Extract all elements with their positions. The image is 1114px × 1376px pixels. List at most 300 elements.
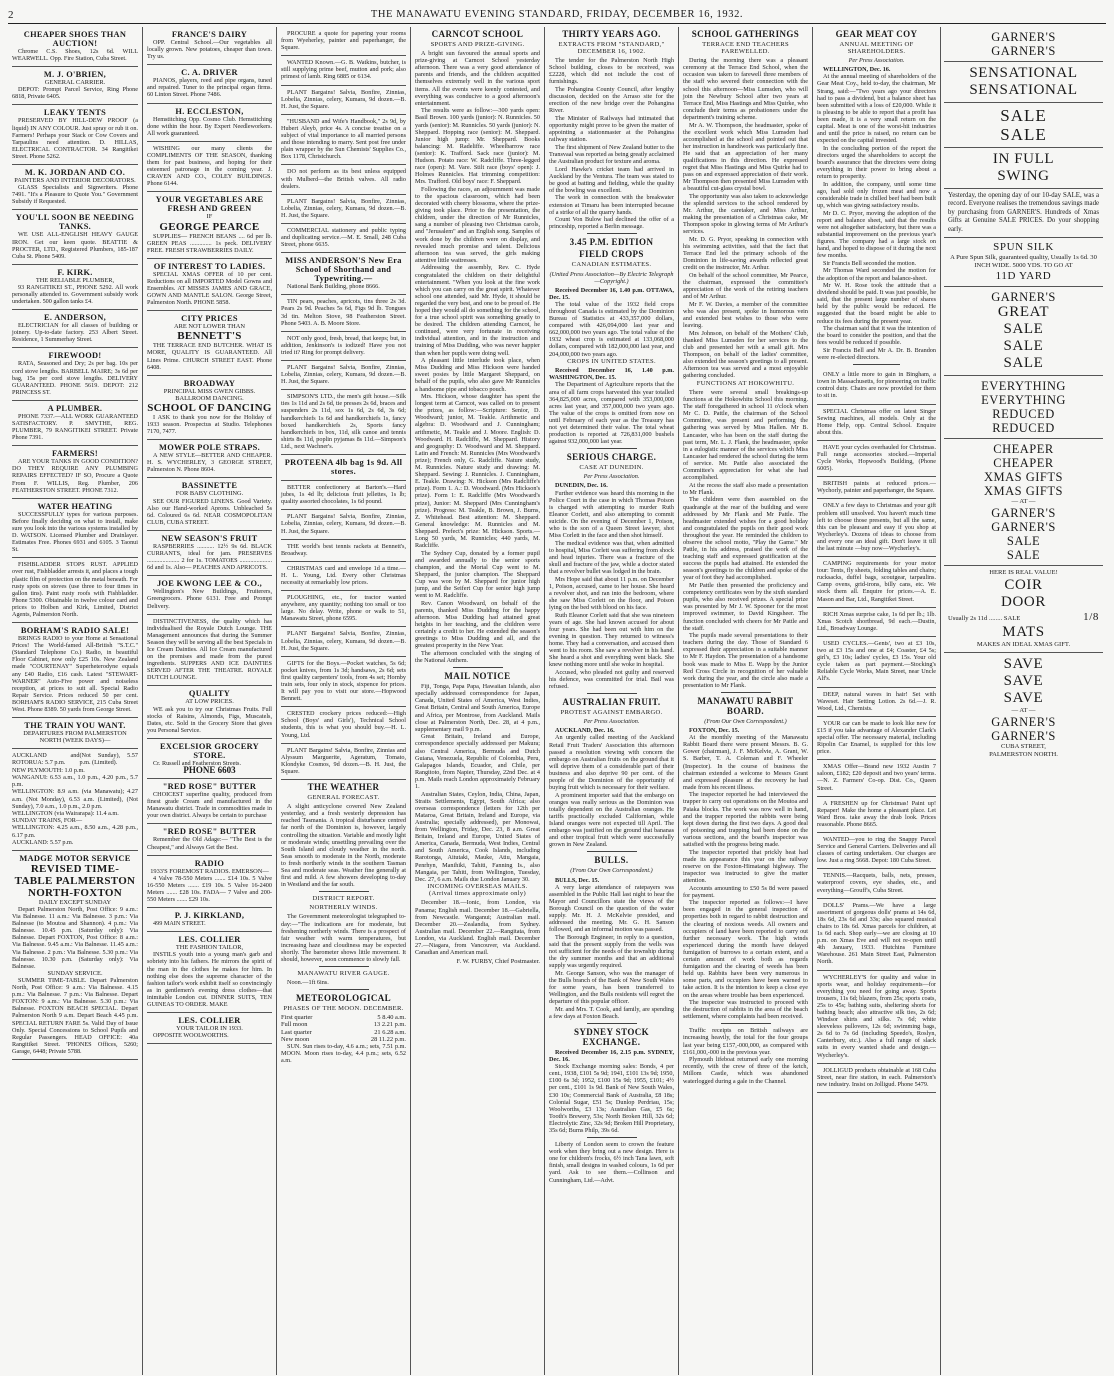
ad-body: INSTILS youth into a young man's garb and sobriety into his fathers. He mirrors the spirit of the man in the clothes he makes for him. In nothing else does the supreme character of the fashion tailor's work exhibit itself so convincingly as in gentlemen's evening dress clothes—that inimitable London cut. DINNER SUITS, TEN GUINEAS TO ORDER. MAKE — [147, 951, 272, 1008]
ad-body: YOUR car can be made to look like new for £15 if you take advantage of Alexander Clark's special offer. The necessary material, including Ripolin Car Enamel, is supplied for this low price. — [817, 719, 936, 756]
ad-body: DEPOT: Prompt Parcel Service, Ring Phone 6818, Private 6405. — [12, 86, 138, 101]
ad-subheading: YOUR TAILOR IN 1933. — [176, 1025, 243, 1033]
classified-ad — [147, 65, 272, 103]
article-paragraph: The total value of the 1932 field crops throughout Canada is estimated by the Dominion Bureau of Statistics at 433,357,000 dollars, compared with 426,094,000 last year and 662,000,000 two years ago. The total value of the 1932 wheat crop is estimated at 133,068,000 dollars, compared with 182,000,000 last year, and 204,000,000 two years ago. — [549, 300, 674, 358]
timetable-row — [12, 788, 138, 810]
article-paragraph: The results were as follow:—300 yards open: Basil Brown. 100 yards (junior): N. Runnicles. 50 yards (senior): M. Runnicles. 50 yards (junior): N. Sheppard. Hopping race (senior): M. Sheppard. Junior high jump: Mr. Sheppard. Books balancing: M. Radeliffe. Wheelbarrow race (senior): K. Trafford. Sack race (junior): M. Hudson. Potato race: W. Radcliffe. Three-legged race (open): M. Vare. Stilt race (boys' open): J. Holmes Runnicles. Hat trimming competition: Mrs. Trafford. Old boys' race: F. Sheppard. — [415, 107, 540, 186]
at-label: — AT — — [1011, 707, 1036, 715]
ad-heading: PROTEENA 4lb bag 1s 9d. All stores. — [284, 458, 403, 477]
ad-heading: BENNETT'S — [177, 330, 242, 343]
classified-ad — [281, 744, 406, 780]
sensational-heading: SENSATIONAL — [969, 65, 1078, 81]
ad-subheading: DEPARTURES FROM PALMERSTON NORTH (WEEK DAYS)— — [23, 730, 127, 745]
article-paragraph: Mr Pattle then presented the proficiency and competency certificates won by the sixth standard pupils, who also received prizes. A special prize was presented by Mr J. W. Spooner for the most improved swimmer, to David Kingsheer. The function concluded with cheers for Mr Pattle and the staff. — [683, 582, 808, 632]
ad-heading: P. J. KIRKLAND, — [174, 911, 245, 921]
article-paragraph: The pupils made several presentations to their teachers during the day. Those of Standard 6 expressed their appreciation in a suitable manner to Mr F. Haydon. The presentation of a handsome book was made to Miss E. Wapp by the Junior Red Cross Circle in recognition of her valuable work during the year, and the circle also made a presentation to Mr Flank. — [683, 632, 808, 689]
everything-heading: EVERYTHING — [981, 379, 1066, 394]
article-paragraph: The children were then assembled on the quadrangle at the rear of the building and were addressed by Mr Flank and Mr Pattle. The headmaster extended wishes for a good holiday and congratulated the pupils on their good work throughout the year. He reminded the children to observe the school motto, "Play the Game." Mr Pattle, in his address, praised the work of the teaching staff and expressed gratification at the success the pupils had attained. He extended the season's greetings to the children and spoke of the year of foot they had accomplished. — [683, 496, 808, 582]
classified-ad — [147, 104, 272, 142]
ad-body: PLANT Bargains! Salvia, Bonfire, Zinnias, Lobelia, Zinnias, celery, Kumara, 9d dozen.—B. H. Just, the Square. — [281, 197, 406, 219]
ad-heading: LES. COLLIER — [178, 1016, 241, 1026]
ad-phone: PHONE 6603 — [183, 765, 236, 775]
article-paragraph: The Pohangina County Council, after lengthy discussion, decided on the Arraso site for the erection of the new bridge over the Pohangina River. — [549, 86, 674, 115]
ad-body: SEE OUR FIGURED LINENS. Good Variety. Also our Hand-worked Aprons. Unbleached 5s 6d. Coloured 6s 6d. NEAR COSMOPOLITAN CLUB, CUBA STREET. — [147, 497, 272, 526]
article-paragraph: Mrs Johnson, on behalf of the Mothers' Club, thanked Miss Lumsden for her services to the club and presented her with a small gift. Mrs Thompson, on behalf of the ladies' committee, also extended the season's greetings to all present. Afternoon tea was served and a most enjoyable gathering concluded. — [683, 329, 808, 380]
timetable-entry: AUCKLAND and ROTORUA: 5.7 p.m. — [12, 752, 80, 767]
ad-body: ELECTRICIAN for all classes of building or joinery. Up-to-date factory. 253 Albert Street. Residence, 1 Summerhay Street. — [12, 322, 138, 344]
ad-subheading: SUNDAY SERVICE. — [47, 969, 103, 977]
garners-name: GARNER'S — [991, 506, 1056, 521]
ad-body: Depart Palmerston North, Post Office: 9 a.m.: Via Balnesse. 11 a.m.: Via Balnesse. 3 p.m.: Via Balnesse (to Moutoa and Shannon). 4 p.m.: Via Balnesse. 10.45 p.m. (Saturday only): Via Balnesse. Depart FOXTON, Post Office: 8 a.m.: Via Balnesse. 9.45 a.m.: Via Balnesse. 11.45 a.m.: Via Balnesse. 2 p.m.: Via Balnesse. 5.30 p.m.: Via Balnesse. 10.30 p.m. (Saturday only): Via Balnesse. — [12, 906, 138, 970]
article-paragraph: Mrs. Hickson, whose daughter has spent the longest term at Carncot, was called on to present the prizes, as follow:—Scripture: Senior, D. Woodward; junior, M. Teakle. Arithmetic and algebra: D. Woodward and J. Cunningham; arithmetic, M. Teakle and J. Moore. English: D. Woodward. H. Radcliffe, M. Sheppard. History and geography: D. Woodward and M. Sheppard. Latin and French: M. Runnicles (Mrs Woodward's prize); French only, G. Radcliffe. Nature study, M. Runnicles. Nature study and drawing: M. Sheppard. Sewing: J. Runnicles. J. Cunningham, E. Teakle. Drawing: N. Hickson (Mrs Radcliffe's prize). Form 1. A.: D. Woodward. (Mrs Hickson's prize). Form 1: E. Radcliffe (Mrs Woodward's prize), Junior: M. Sheppard (Mrs Cunningham's prize). Progress: M. Teakle, B. Brown, J. Burns, Z. Whitehead. Best attention: M. Sheppard. General knowledge: M. Runnicles and M. Sheppard. Prefect's prize: M. Hickson. Sports.—Long 50 yards, M. Runnicles; 440 yards, M. Radcliffe. — [415, 393, 540, 550]
ad-body: WYCHERLEY'S for quality and value in sports wear, and holiday requirements—for everything you need for going away. Sports trousers, 11s 6d; blazers, from 25s; sports coats, 25s to 45s; bathing suits, sheltering shorts for bathing beach; also attractive silk ties, 2s 6d; Windsor shirts and silks. 7s 6d; white sleeveless pullovers, 12s 6d; swimming bags, 2s 6d to 7s 6d (including Speedo's, Roslyn, Canterbury, etc.). Also a full range of slack suits in every wanted shade and design.—Wycherley's. — [817, 973, 936, 1059]
ad-heading: FARMERS! — [52, 449, 98, 459]
ad-body: SPECIAL Christmas offer on latest Singer Sewing machines, all models. Only at the Home Help, opp. Central School. Enquire about this. — [817, 407, 936, 436]
ad-heading: YOU'LL SOON BE NEEDING TANKS. — [15, 213, 135, 232]
ad-body: A FRESHEN up for Christmas! Paint up! Repaper! Make the home a pleasant place. Let Ward Bros. take away the drab look. Prices reasonable. Phone 8665. — [817, 799, 936, 828]
timetable-row — [12, 752, 138, 766]
mail-notice-headline: MAIL NOTICE — [444, 671, 511, 682]
great-heading: GREAT — [997, 304, 1050, 321]
ad-body: PLANT Bargains! Salvia, Bonfire, Zinnias, Lobelia, Zinnias, celery, Kumara, 9d dozen.—B. H. Just, the Square. — [281, 364, 406, 386]
article-paragraph: Stock Exchange morning sales: Bonds, 4 per cent., 1938, £101 5s 9d; 1941, £101 13s 9d; 1950, £100 6s 3d; 1952, £100 15s 9d; 1955, £101; 4½ per cent., £101 1s 9d. Bank of New South Wales, £30 10s; Commercial Bank of Australia, £8 18s; Colonial Sugar, £51 5s; Dunlop Perdriau, 15s; Woolworths, £3 13s; Australian Gas, £5 6s; Tooth's Brewery, 53s; North Broken Hill, 32s 6d; Electrolytic Zinc, 32s 9d; Broken Hill Proprietary, 35s 6d; Burns Philp, 39s 6d. — [549, 1063, 674, 1134]
article-paragraph: Mr A. W. Thompson, the headmaster, spoke of the excellent work which Miss Lumsden had accomplished at the school and pointed out that her instruction in handiwork was particularly fine. He said that an appreciation of her many qualifications in this direction. He expressed regret that Miss Hastings and Miss Quirke had to pass on and expressed appreciation of their work. Mr Thompson then presented Miss Lumsden with a beautiful cut-glass crystal bowl. — [683, 121, 808, 193]
column-2-classified — [143, 27, 277, 1375]
ad-subheading: THE RELIABLE PLUMBER, — [35, 276, 115, 284]
article-paragraph: On behalf of the school committee, Mr Pearce, the chairman, expressed the committee's appreciation of the work of the retiring teachers and of Mr Arthur. — [683, 272, 808, 301]
moon-phase-time: 28 11.22 p.m. — [370, 1035, 406, 1043]
ad-heading: LEAKY TENTS — [43, 108, 107, 118]
article-paragraph: Sir Francis Bell and Mr A. Dr. B. Brandon were re-elected directors. — [817, 346, 936, 362]
spun-silk-price: 11D YARD — [995, 270, 1052, 283]
classified-ad — [817, 869, 936, 898]
ad-subheading: 1933'S FOREMOST RADIOS. EMERSON— — [150, 867, 269, 875]
ad-body: TIN pears, peaches, apricots, tins three 2s 3d. Pears 2s 9d. Peaches 5s 6d, Figs 9d lb. Tongues 3d tin. Melton Stove, 98 Featherston Street. Phone 5403. A. B. Moore Store. — [281, 298, 406, 327]
ad-heading: QUALITY — [188, 689, 231, 699]
river-gauge-body: Noon.—1ft 6ins. — [287, 979, 329, 987]
garners-name: GARNER'S — [991, 30, 1056, 44]
ad-heading: BROADWAY — [183, 378, 236, 388]
article-paragraph: The Borough Engineer, in reply to a question, said that the present supply from the wells was not sufficient for the needs of the township during the dry summer months and that an additional supply was urgently required. — [549, 933, 674, 970]
moon-phase-time: 13 2.21 p.m. — [373, 1021, 406, 1029]
ad-body: SUCCESSFULLY types for various purposes. Before finally deciding on what to install, make sure you look into the various systems installed by D. WATSON. Licensed Plumber and Drainlayer. Estimates Free. Phones 6931 and 6105. 3 Taonui St. — [12, 510, 138, 554]
district-report-head: DISTRICT REPORT. — [312, 895, 375, 903]
ad-heading: SCHOOL OF DANCING — [147, 401, 272, 414]
classified-ad — [817, 557, 936, 608]
carncot-headline: CARNCOT SCHOOL — [431, 29, 524, 39]
moon-phase-time: 21 6.28 a.m. — [374, 1028, 406, 1036]
ad-body: BETTER confectionery at Barton's.—Hard jubes, 1s 4d lb; delicious fruit jellettes, 1s lb; quality assorted chocolates, 1s 6d pound. — [281, 484, 406, 506]
ad-heading: "RED ROSE" BUTTER — [162, 827, 257, 837]
classified-ad — [817, 405, 936, 441]
classified-ad — [147, 576, 272, 614]
article-paragraph: A pleasant little interlude took place, when Miss Dudding and Miss Hickson were handed sweet posies by little Margaret Sheppard, on behalf of the pupils, who also gave Mr Runnicles a handsome pipe and tobacco pouch. — [415, 357, 540, 393]
article-headline: THIRTY YEARS AGO. — [562, 29, 661, 39]
timetable-entry: AUCKLAND: 5.57 p.m. — [12, 838, 74, 846]
advertorial: Liberty of London seem to crown the feature work when they bring out a new design. Here is one for children's frocks, 6½ inch Tana lawn, soft finish, small designs in washed colours, 1s 6d per yard. Ask to see them.—Collinson and Cunningham, Ltd.—Advt. — [549, 1141, 674, 1184]
classified-ad — [147, 932, 272, 1013]
ad-body: RICH Xmas surprise cake, 1s 6d per lb.; 1lb. Xmas Scotch shortbread, 9d each.—Dustin, Ltd., Broadway Lounge. — [817, 610, 936, 632]
article-paragraph: The afternoon concluded with the singing of the National Anthem. — [415, 649, 540, 665]
ad-body: DEEP, natural waves in hair! Set with Waveset. Hair Setting Lotion. 2s 6d.—J. R. Wood, Ltd., Chemists. — [817, 690, 936, 712]
ad-heading: GEORGE PEARCE — [159, 220, 260, 233]
article-paragraph: Lord Hawke's cricket team had arrived in Auckland by the Ventura. The team was stated to be good at batting and fielding, while the quality of the bowling was excellent. — [549, 165, 674, 194]
classified-ad — [281, 540, 406, 562]
ad-body: ONLY a few days to Christmas and your gift problem still unsolved. You haven't much time left to choose those presents, but all the same, this can be pleasant and easy if you shop at Wycherley's. Dozens of ideas to choose from and every one an ideal gift. Don't leave it till the last minute —buy now—Wycherley's. — [817, 502, 936, 552]
ad-subheading: PAINTERS AND INTERIOR DECORATORS. — [14, 177, 136, 185]
article-paragraph: At the recess the staff also made a presentation to Mr Flank. — [683, 481, 808, 496]
article-paragraph: Accounts amounting to £50 5s 8d were passed for payment. — [683, 884, 808, 899]
ad-body: NOT only good, fresh, bread, that keeps; but, in addition, Jenkinson's is iodized! Have you not tried it? Ring for prompt delivery. — [281, 334, 406, 356]
ad-body: RASPBERRIES ........... 12½ 9s 6d. BLACK CURRANTS, ideal for jam. PRESERVES ..................... 2 for 1s. TOMATOES ..................... 6d and 1s. Also— PEACHES AND APRICOTS. — [147, 542, 272, 572]
article-paragraph: The work in connection with the breakwater extension at Timaru has been interrupted because of a strike of all the quarry hands. — [549, 194, 674, 216]
real-value-label: HERE IS REAL VALUE! — [989, 569, 1058, 577]
article-headline: SCHOOL GATHERINGS — [691, 29, 800, 39]
ad-body: 499 MAIN STREET. — [153, 920, 206, 928]
article-paragraph: At the monthly meeting of the Manawatu Rabbit Board there were present Messrs. B. G. Gower (chairman), J. F. McKelvie, A. Grant, W. S. Barber, T. A. Coleman and F. Wheeler (Inspector). In the course of business the chairman extended a welcome to Messrs Grant and expressed pleasure at the recovery he had made from his recent illness. — [683, 734, 808, 791]
ad-subheading: AT LOW PRICES. — [185, 698, 234, 706]
classified-ad — [147, 259, 272, 311]
article-paragraph: During the morning there was a pleasant ceremony at the Terrace End School, when the occasion was taken to farewell three members of the staff who severed their connection with the school this afternoon—Miss Lumsden, who will join the Newbury School after two years at Terrace End, Miss Hastings and Miss Quirke, who conclude their terms as probationers under the department's training scheme. — [683, 57, 808, 121]
classified-ad — [817, 1064, 936, 1093]
article-byline: (From Our Own Correspondent.) — [570, 867, 653, 875]
article-paragraph: There were several small breakings-up functions at the Hokowhitu School this morning. The staff foregathered in school 11 o'clock when Mr C. D. Pattle, the chairman of the School Committee, was present and performing the gathering was served by Miss Hallen. Mr B. Lancaster, who has been on the staff during the past term, Mr. L. J. Flank, the headmaster, spoke in a eulogistic manner of the services which Miss Lancaster had rendered the school during the term of service. Mr. Pattle also associated the Committee's appreciation for what she had accomplished. — [683, 389, 808, 482]
classified-ad — [12, 446, 138, 498]
column-6-articles — [679, 27, 813, 1375]
article-paragraph: The Sydney Cup, donated by a former pupil and awarded annually to the senior sports champion, and the Mortal Cup went to M. Sheppard, the junior champion. The Sheppard Cup was won by M. Sheppard for junior high jump, and the Seifert Cup for senior high jump went to M. Radcliffe. — [415, 549, 540, 600]
ad-body: WE USE ALL-ENGLISH HEAVY GAUGE IRON. Get our keen quote. BEATTIE & PROCTER, LTD., Registered Plumbers, 185-187 Cuba St. Phone 5409. — [12, 231, 138, 260]
article-paragraph: The first shipment of New Zealand butter to the Transvaal was reported as being greatly acclaimed the Australian product for texture and aroma. — [549, 143, 674, 165]
ad-body: Remember the Old Adage:— "The Best is the Cheapest," and Always Get the Best. — [147, 836, 272, 851]
ad-body: OPP. Central School.—Our vegetables all locally grown. New potatoes, cheaper than town. Try us. — [147, 39, 272, 61]
classified-ad — [817, 477, 936, 499]
article-dateline: AUCKLAND, Dec. 16. — [555, 727, 615, 735]
classified-ad — [12, 558, 138, 623]
ad-body: WANTED Known.—G. B. Watkins, butcher, is still supplying prime beef, mutton and pork; also primest of lamb. Ring 6885 or 6134. — [281, 59, 406, 81]
classified-ad — [147, 376, 272, 440]
classified-ad — [817, 833, 936, 869]
timetable-row — [12, 839, 138, 846]
ad-body: National Bank Building, phone 8666. — [287, 283, 380, 291]
ad-body: DISTINCTIVENESS, the quality which has individualised the Royale Dutch Lounge. THE Management announces that during the Summer Season they will be serving all the best Specials in Ice Cream Dainties. All Ice Cream manufactured on the premises and made from the purest ingredients. SUPPERS AND ICE DAINTIES SERVED AFTER THE THEATRE. ROYALE DUTCH LOUNGE. — [147, 617, 272, 682]
store-town: PALMERSTON NORTH. — [989, 751, 1058, 759]
article-headline: AUSTRALIAN FRUIT. — [562, 697, 661, 708]
mail-notice-paragraph: Australian States, Ceylon, India, China, Japan, Straits Settlements, Egypt, South Africa; also overseas correspondence (letters for 12th per Mataroa, Great Britain, Ireland and Europe, via Australia; specially addressed), per Monowai, from Wellington, Friday, Dec. 23, 8 a.m. Great Britain, Ireland and Europe, United States of America, Canada, Bermuda, West Indies, Central and South America, Cook Islands, including Rarotonga, Aitutaki, Mauke, Atiu, Mangaia, Penrhyn, Manihiki, Tahiti, Fanning Is., also Mangaia, per Tahiti, from Wellington, Tuesday, Dec. 27, 6 a.m. Mails due London January 30. — [415, 790, 540, 883]
article-paragraph: Sir Francis Bell seconded the motion. — [823, 259, 917, 267]
article-subhead: PROTEST AGAINST EMBARGO. — [560, 709, 663, 717]
ad-body: "HUSBAND and Wife's Handbook," 2s 9d, by Hubert Aleyb, price 4s. A concise treatise on a subject of vital importance to all married persons and those intending to marry. Sent post free under plain wrapper by the Sun Chemists' Supplies Co., Box 1178, Christchurch. — [281, 117, 406, 161]
meteorological-head: METEOROLOGICAL — [295, 993, 392, 1004]
article-paragraph: At the annual meeting of shareholders of the Gear Meat Coy., held to-day, the chairman, Mr Strang, said:—"Two years ago your directors had to pass a dividend, but a balance sheet has been submitted with a loss of £20,000. While it is pleasing to be able to report that a profit has been made, it is a very small return on the capital. Meat is one of the worst-hit industries and until the price is raised, no return can be expected on the capital invested. — [817, 73, 936, 145]
timetable-entry: WANGANUI: 6.53 a.m., 1.0 p.m., 4.20 p.m., 5.7 p.m. — [12, 773, 138, 789]
ad-heading: MISS ANDERSON'S New Era School of Shorthand and Typewriting.— — [285, 256, 402, 284]
river-gauge-head: MANAWATU RIVER GAUGE. — [297, 970, 390, 978]
ad-heading: LES. COLLIER — [178, 935, 241, 945]
sale-heading: SALE — [1000, 125, 1047, 144]
ad-body: HAVE your cycles overhauled for Christmas. Full range accessories stocked.—Imperial Cycle Works, Hopwood's Building, (Phone 6005). — [817, 443, 936, 473]
classified-ad — [147, 1013, 272, 1044]
timetable-row — [12, 810, 138, 817]
article-paragraph: Mr F. W. Davies, a member of the committee who was also present, spoke in humorous vein and extended best wishes to those who were leaving. — [683, 300, 808, 330]
ad-body: DOLLS' Prams.—We have a large assortment of gorgeous dolls' prams at 14s 6d, 18s 6d, 23s 6d and 33s; also squared musical chairs to 18s 6d. Xmas parcels for children, at 1s 6d each. Shop early—we are closing at 10 p.m. on Xmas Eve and will not re-open until 4th January, 1933. Hutchins Furniture Warehouse. 261 Main Street East, Palmerston North. — [817, 901, 936, 966]
classified-ad — [817, 717, 936, 760]
spun-silk-description: A Pure Spun Silk, guaranteed quality, Usually 1s 6d. 30 INCH WIDE. 5000 YDS. TO GO AT — [950, 254, 1097, 270]
article-headline: SYDNEY STOCK EXCHANGE. — [573, 1026, 650, 1047]
classified-ad — [12, 348, 138, 400]
ad-heading: CITY PRICES — [181, 314, 238, 324]
article-dateline: WELLINGTON, Dec. 16. — [823, 66, 891, 74]
sun-moon-times: SUN. Sun rises to-day, 4.6 a.m.; sets, 7.51 p.m. MOON. Moon rises to-day, 4.4 p.m.; sets, 6.52 a.m. — [281, 1042, 406, 1064]
article-paragraph: Mr D. C. Pryor, moving the adoption of the report and balance sheet, said that the results were not altogether satisfactory, but there was a substantial improvement on the previous year's figures. The company had a large stock on hand, and hoped to dispose of it during the next few months. — [817, 209, 936, 260]
article-subhead: ANNUAL MEETING OF SHAREHOLDERS. — [839, 41, 914, 56]
store-street: CUBA STREET, — [1001, 743, 1046, 751]
ad-body: CRESTED crockery prices reduced:—High School (Boys' and Girls'), Technical School students, this is what you should buy.—H. L. Young, Ltd. — [281, 710, 406, 739]
ad-subheading: DAILY EXCEPT SUNDAY — [38, 898, 112, 906]
classified-ad — [281, 707, 406, 743]
column-4-articles — [411, 27, 545, 1375]
article-paragraph: In addition, the company, until some time ago, had sold only frozen meat and now a considerable trade in chilled beef had been built up, which was giving satisfactory results. — [817, 180, 936, 210]
article-paragraph: Accused, who pleaded not guilty and reserved his defence, was committed for trial. Bail was refused. — [549, 668, 674, 691]
page-number: 2 — [8, 8, 15, 21]
moon-phase-name: Last quarter — [281, 1028, 312, 1036]
ideal-gift-label: MAKES AN IDEAL XMAS GIFT. — [976, 641, 1071, 649]
garners-name: GARNER'S — [991, 290, 1056, 305]
ad-body: COMMERCIAL stationery and public typing and duplicating service.—M. E. Small, 248 Cuba Street, phone 6635. — [281, 226, 406, 249]
garners-sale-advert — [941, 27, 1106, 1375]
classified-ad — [281, 627, 406, 656]
reduced-heading: REDUCED — [992, 421, 1055, 436]
ad-body: PLANT Bargains! Salvia, Bonfire, Zinnias, Lobelia, Zinnias, celery, Kumara, 9d dozen.—B. H. Just, the Square. — [281, 513, 406, 535]
ad-heading: THE TRAIN YOU WANT. — [24, 721, 126, 731]
ad-subheading: ARE NOT LOWER THAN — [174, 323, 245, 331]
weather-subhead: GENERAL FORECAST. — [307, 794, 380, 802]
ad-body: FISHBLADDER STOPS RUST. APPLIED over rust, Fishbladder arrests it, and places a tough plastic film of protection on the metal beneath. For rusty spots on stoves (use three to four times in gallon tins). Paint rusty roofs with Fishbladder. Phone 5300. Obtainable in twelve colour card and prices to Holben and Kirk, Limited, District Agents, Palmerston North. — [12, 561, 138, 618]
ad-heading: YOUR VEGETABLES ARE FRESH AND GREEN — [155, 195, 264, 214]
classified-ad — [147, 192, 272, 258]
in-full-heading: IN FULL — [992, 151, 1055, 167]
ad-body: I ASK to thank you now for the Holiday of 1933 season. Prospectus at Studio. Telephones 7170, 7477. — [147, 413, 272, 436]
save-heading: SAVE — [1003, 690, 1044, 707]
classified-ad — [12, 499, 138, 559]
ad-body: JOLLIGUD products obtainable at 168 Cuba Street, near fire station, in each. Palmerston's new industry. Insist on Jolligud. Phone 5479. — [817, 1066, 936, 1088]
classified-ad — [12, 210, 138, 264]
article-paragraph: The Department of Agriculture reports that the area of all farm crops harvested this year totalled 364,825,000 acres, compared with 353,000,000 acres last year, and 357,000,000 two years ago. The value of the crops is omitted from now on until February of each year as the Treasury has not yet determined their value. The total wheat production is reported at 726,831,000 bushels against 932,000,000 last year. — [549, 381, 674, 446]
ad-body: Wellington's New Buildings, Fruiterers, Greengrocers. Phone 6131. Free and Prompt Delivery. — [147, 588, 272, 610]
classified-ad — [147, 440, 272, 478]
ad-heading: M. J. O'BRIEN, — [43, 70, 107, 80]
ad-body: PIANOS, players, reed and pipe organs, tuned and repaired. Tuner to the principal organ firms. 60 Linton Street. Phone 7486. — [147, 77, 272, 99]
timetable-entry: WELLINGTON: 8.9 a.m. (via Manawatu); 4.27 a.m. (Not Monday), 6.53 a.m. (Limited), (Not Sunday), 7.0 a.m., 1.0 p.m., 2.0 p.m. — [12, 788, 138, 810]
ad-body: DO not perform as its best unless equipped with Mulberd—the British valves. All radio dealers. — [281, 168, 406, 190]
ad-body: CHRISTMAS card and envelope 1d a time.—H. L. Young, Ltd. Every other Christmas necessity at remarkably low prices. — [281, 564, 406, 586]
ad-body: GIFTS for the Boys.—Pocket watches, 5s 6d; pocket knives, from 1s 3d; handsaws, 2s 6d; sets first quality carpenters' tools, from 4s set; Hornby train sets, four only in stock, sixpence for prices. It will pay you to visit our store.—Hopwood Bennett. — [281, 659, 406, 703]
ad-body: Cr. Russell and Featherston Streets. — [153, 759, 241, 767]
sale-heading: SALE — [1006, 548, 1041, 563]
column-1-classified — [8, 27, 143, 1375]
ad-body: A NEW STYLE—BETTER AND CHEAPER. H. S. WYCHERLEY, 3 GEORGE STREET, Palmerston N. Phone 8604. — [147, 452, 272, 474]
classified-ad — [281, 224, 406, 253]
classified-ad — [147, 615, 272, 687]
article-paragraph: Mr Thomas Ward seconded the motion for the adoption of the report and balance-sheet. — [817, 267, 936, 282]
article-byline: Per Press Association. — [583, 718, 640, 726]
timetable-row — [12, 767, 138, 774]
weather-headline: THE WEATHER — [307, 782, 380, 793]
classified-ad — [817, 899, 936, 971]
article-paragraph: The inspector was instructed to proceed with the destruction of rabbits in the area of the beach settlement, where complaints had been received. — [683, 999, 808, 1021]
moon-phase-time: 5 8.40 a.m. — [377, 1014, 406, 1022]
column-7-articles — [813, 27, 941, 1375]
district-report-body: The Government meteorologist telegraphed to-day:—"The indications are for moderate, but freshening northerly winds. There is a prospect of fair weather with warm temperatures, but increasing haze and cloudiness may be expected shortly. The barometer shows little movement. It should, however, soon commence to slowly fall. — [281, 913, 406, 963]
ad-body: BRITISH paints at reduced prices.—Wychorly, painter and paperhanger, the Square. — [817, 480, 936, 495]
district-report-sub: NORTHERLY WINDS. — [309, 904, 378, 912]
cheaper-heading: CHEAPER — [993, 442, 1054, 457]
article-headline: BULLS. — [594, 855, 629, 866]
ad-body: TENNIS.—Racquets, balls, nets, presses, waterproof covers, eye shades, etc., and everything—Grouff's, Cuba Street. — [817, 872, 936, 894]
classified-ad — [12, 165, 138, 210]
ad-heading: REVISED TIME-TABLE PALMERSTON NORTH-FOXTON — [14, 862, 136, 899]
classified-ad — [817, 499, 936, 557]
ad-heading: MADGE MOTOR SERVICE — [19, 853, 131, 863]
article-headline: MANAWATU RABBIT BOARD. — [697, 695, 794, 716]
classified-ad — [281, 56, 406, 85]
ad-body: PLANT Bargains! Salvia, Bonfire, Zinnias, Lobelia, Zinnias, celery, Kumara, 9d dozen.—B. H. Just, the Square. — [281, 630, 406, 652]
timetable-entry: NEW PLYMOUTH: 1.0 p.m. — [12, 766, 85, 774]
incoming-mails-body: December 18.—Ionic, from London, via Panama; English mail. December 18.—Gabriella, from Newcastle. Wanganui; Australian mail. December 20.—Zealandia, from Sydney. Australian mail. December 22.—Rangitata, from London, via Auckland. English mail. December 27.—Niagara, from Vancouver, via Auckland. Canadian and American mail. — [415, 899, 540, 957]
mail-notice-paragraph: Fiji, Tonga, Papa Papa, Hawaiian Islands, also specially addressed correspondence for Japan, Canada, United States of America, West Indies, Great Britain, Central and South America, Europe and Africa, per Montrose, from Auckland. Mails close at Palmerston North, Dec. 28, at 4 p.m., supplementary mail 9 p.m. — [415, 683, 540, 733]
mats-usual-price: Usually 2s 11d ........ SALE — [948, 615, 1021, 623]
save-heading: SAVE — [1003, 673, 1044, 690]
sale-heading: SALE — [1003, 321, 1044, 338]
ad-body: SUPPLIES— FRENCH BEANS .... 6d per lb. GREEN PEAS .............. 1s peck. DELIVERY FREE. FRESH STRAWBERRIES DAILY. — [147, 232, 272, 254]
classified-ad — [281, 562, 406, 591]
ad-subheading: IF — [206, 213, 213, 221]
article-headline: GEAR MEAT COY — [835, 29, 918, 39]
classified-ad — [147, 478, 272, 530]
garners-name: GARNER'S — [991, 44, 1056, 58]
ad-heading: "RED ROSE" BUTTER — [162, 782, 257, 792]
ad-body: 4 Valve 78-550 Meters ....... £14 10s. 5 Valve 16-550 Meters ....... £19 10s. 5 Valve 16-2400 Meters ....... £28 10s. FADA— 7 Valve and 200-550 Meters ....... £29 10s. — [147, 874, 272, 904]
ad-heading: EXCELSIOR GROCERY STORE. — [159, 741, 260, 760]
article-headline: SERIOUS CHARGE. — [566, 452, 657, 463]
carncot-subhead: SPORTS AND PRIZE-GIVING. — [430, 41, 525, 48]
classified-ad — [147, 142, 272, 193]
article-paragraph: Mrs Hope said that about 11 p.m. on December 1, Poison, accused, came to her house. She heard a revolver shot, and ran into the bedroom, where she saw Miss Corlett on the floor, and Poison lying on the bed with blood on his face. — [549, 575, 674, 612]
ad-body: PROCURE a quote for papering your rooms from Wyeherley, painter and paperhanger, the Square. — [281, 30, 406, 52]
classified-ad — [281, 332, 406, 361]
article-paragraph: An urgently called meeting of the Auckland Retail Fruit Traders' Association this afternoon passed a resolution viewing with concern the embargo on Australian fruits on the ground that it will deprive them of a considerable part of their business and also deprive 90 per cent. of the people of the Dominion of the opportunity of buying fruit which is necessary for their welfare. — [549, 734, 674, 792]
classified-ad — [147, 311, 272, 375]
article-headline: FUNCTIONS AT HOKOWHITU. — [696, 379, 795, 387]
moon-phase-row — [281, 1036, 406, 1043]
ad-body: XMAS Offer—Brand new 1932 Austin 7 saloon, £182; £20 deposit and two years' terms.—N. Z. Farmers' Co-op. Dist. Co., Queen Street. — [817, 763, 936, 792]
article-subhead: CANADIAN ESTIMATES. — [571, 261, 652, 269]
ad-heading: BASSINETTE — [181, 481, 238, 491]
timetable-row — [12, 817, 138, 824]
article-paragraph: Addressing the assembly, Rev. C. Hyde congratulated the children on their delightful entertainment. "When you look at the fine work which you can carry on the great spirit. Whatever school one attended, said Mr. Hyde, it should be regarded the very best, and one to be proud of. He hoped they would all do something for the school, for a true school spirit was something greatly to be desired. The children attending Carncot, he continued, were very fortunate in receiving individual attention, and in the instruction and training of Miss Dudding, who was never happier than when her pupils were doing well. — [415, 264, 540, 357]
ad-heading: C. A. DRIVER — [181, 68, 238, 78]
classified-ad — [281, 165, 406, 194]
ad-heading: BORHAM'S RADIO SALE! — [20, 626, 130, 636]
xmas-gifts-heading: XMAS GIFTS — [984, 470, 1063, 485]
ad-heading: H. ECCLESTON, — [175, 106, 244, 116]
newspaper-title: THE MANAWATU EVENING STANDARD, FRIDAY, DECEMBER 16, 1932. — [370, 9, 744, 20]
ad-body: GLASS Specialists and Signwriters. Phone 7491. "It's a Pleasure to Quote You." Government Subsidy if Requested. — [12, 184, 138, 206]
article-paragraph: Ruth Eleanor Corlett said that she was nineteen years of age. She had known accused for about four years. She had been out with him on the evening in question. They returned to witness's home. They had a conversation, and accused then went to his room. She saw a revolver in his hand. She heard a shot and everything went black. She knew nothing more until she woke in hospital. — [549, 611, 674, 669]
article-headline: FIELD CROPS — [579, 249, 644, 260]
classified-ad — [281, 253, 406, 295]
ad-subheading: THE FASHION TAILOR, — [175, 944, 244, 952]
classified-ad — [12, 27, 138, 67]
classified-ad — [147, 27, 272, 65]
article-subhead: EXTRACTS FROM "STANDARD," DECEMBER 16, 1902. — [558, 41, 665, 56]
at-label: — AT — — [1011, 498, 1036, 506]
article-paragraph: The opportunity was also taken to acknowledge the splendid services to the school rendered by Mr. Arthur, the caretaker, and Miss Arthur, making the presentation of a Christmas cake, Mr Thompson spoke in glowing terms of Mr Arthur's services. — [683, 192, 808, 236]
ad-body: PLANT Bargains! Salvia, Bonfire, Zinnias and Alyssum Marguerite, Ageratum, Tomato, Klondyke Cosmos, 9d dozen.—B. H. Just, the Square. — [281, 746, 406, 775]
classified-ad — [817, 971, 936, 1064]
sale-heading: SALE — [1006, 534, 1041, 549]
ad-heading: FIREWOOD! — [48, 351, 102, 361]
ad-heading: F. KIRK. — [57, 267, 93, 277]
classified-ad — [147, 824, 272, 855]
classified-ad — [12, 265, 138, 310]
ad-body: SPECIAL XMAS OFFER of 10 per cent. Reductions on all IMPORTED Model Gowns and Ensembles. AT MISSES JAMES AND GRACE, GOWN AND MANTLE SALON. George Street, Palmerston North. PHONE 5858. — [147, 270, 272, 307]
article-dateline: Received December 16, 2.15 p.m. SYDNEY, Dec. 16. — [549, 1048, 674, 1064]
article-paragraph: In the concluding portion of the report the directors urged the shareholders to accept the board's assurance that the directors were doing everything in their power to bring about a return to prosperity. — [817, 144, 936, 181]
article-subhead: CASE AT DUNEDIN. — [579, 464, 644, 472]
moon-phase-row — [281, 1029, 406, 1036]
article-paragraph: The inspector reported that prickly heat had made its appearance this year on the railway reserve on the Foxton-Himatangi highway. The inspector was instructed to give the matter attention. — [683, 848, 808, 884]
ad-heading: RADIO — [194, 858, 225, 868]
incoming-mails-sub: INCOMING OVERSEAS MAILS. (Arrival times approximate only) — [427, 883, 528, 898]
ad-body: 93 RANGITIKEI ST., PHONE 5292. All work personally attended to. Government subsidy work undertaken. 500 gallon tanks £4. — [12, 283, 138, 306]
ad-body: OPPOSITE WOOLWORTHS. — [153, 1032, 229, 1040]
classified-ad — [281, 295, 406, 331]
masthead — [8, 6, 1106, 24]
classified-ad — [147, 908, 272, 932]
article-paragraph: The tender for the Palmerston North High School building, closes to be received, was £2228, which did not include the cost of furnishings. — [549, 57, 674, 86]
column-5-articles — [545, 27, 679, 1375]
ad-body: Chrome C.S. Shoes, 12s 6d. WILL WEARWELL. Opp. Fire Station, Cuba Street. — [12, 48, 138, 63]
classified-ad — [817, 797, 936, 833]
classified-ad — [147, 531, 272, 576]
moon-phase-name: First quarter — [281, 1014, 313, 1022]
article-dateline: BULLS, Dec. 15. — [555, 876, 600, 884]
article-paragraph: Rev. Canon Woodward, on behalf of the parents, thanked Miss Dudding for the happy afternoon. Miss Dudding had attained great heights in her teaching, and the children were certainly a credit to her. He extended the season's greetings to Miss Dudding and all, and the greatest prosperity in the New Year. — [415, 599, 540, 650]
classified-ad — [281, 115, 406, 166]
article-paragraph: A bright sun favoured the annual sports and prize-giving at Carncot School yesterday afternoon. There was a very good attendance of parents and friends, and the children acquitted themselves extremely well in the various sport items. All the events were keenly contested, and everything was conducive to a good afternoon's entertainment. — [415, 50, 540, 107]
classified-ad — [281, 481, 406, 510]
sensational-heading: SENSATIONAL — [969, 82, 1078, 98]
article-paragraph: The Minister of Railways had intimated that opportunity might prove to be given the matter of appointing a stationmaster at the Pohangina railway station. — [549, 114, 674, 144]
garners-name: GARNER'S — [991, 729, 1056, 744]
article-subhead: TERRACE END TEACHERS FAREWELLED. — [702, 41, 789, 56]
classified-ad — [12, 67, 138, 105]
article-byline: Per Press Association. — [848, 57, 905, 65]
sale-heading: SALE — [1003, 355, 1044, 372]
ad-subheading: FOR BABY CLOTHING. — [175, 490, 244, 498]
classified-ad — [12, 310, 138, 348]
mats-sale-price: 1/8 — [1083, 611, 1099, 624]
column-3-classified — [277, 27, 411, 1375]
article-paragraph: Mr. George Sanson, who was the manager of the Bulls branch of the Bank of New South Wales for some years, has been transferred to Wellington, and the Bulls residents will regret the departure of this popular officer. — [549, 969, 674, 1006]
weather-forecast-body: A slight anticyclone covered New Zealand yesterday, and a fresh westerly depression has reached Tasmania. A tropical disturbance centred far north of the Dominion is, however, largely controlling the situation. Variable and mostly light or moderate winds; unsettling prevailing over the South Island and cloudy weather in the north. Seas smooth to moderate in the North, moderate to fresh northerly winds in the southern Tasman Sea and moderate seas. Weather fine generally at first and mild. A few showers developing to-day in Westland and the far south. — [281, 803, 406, 889]
article-byline: Per Press Association. — [583, 473, 640, 481]
ad-heading: CHEAPER SHOES THAN AUCTION! — [23, 30, 127, 48]
classified-ad — [147, 779, 272, 824]
madge-motor-service-ad — [12, 851, 138, 1060]
classified-ad — [281, 86, 406, 115]
classified-ad — [817, 608, 936, 637]
